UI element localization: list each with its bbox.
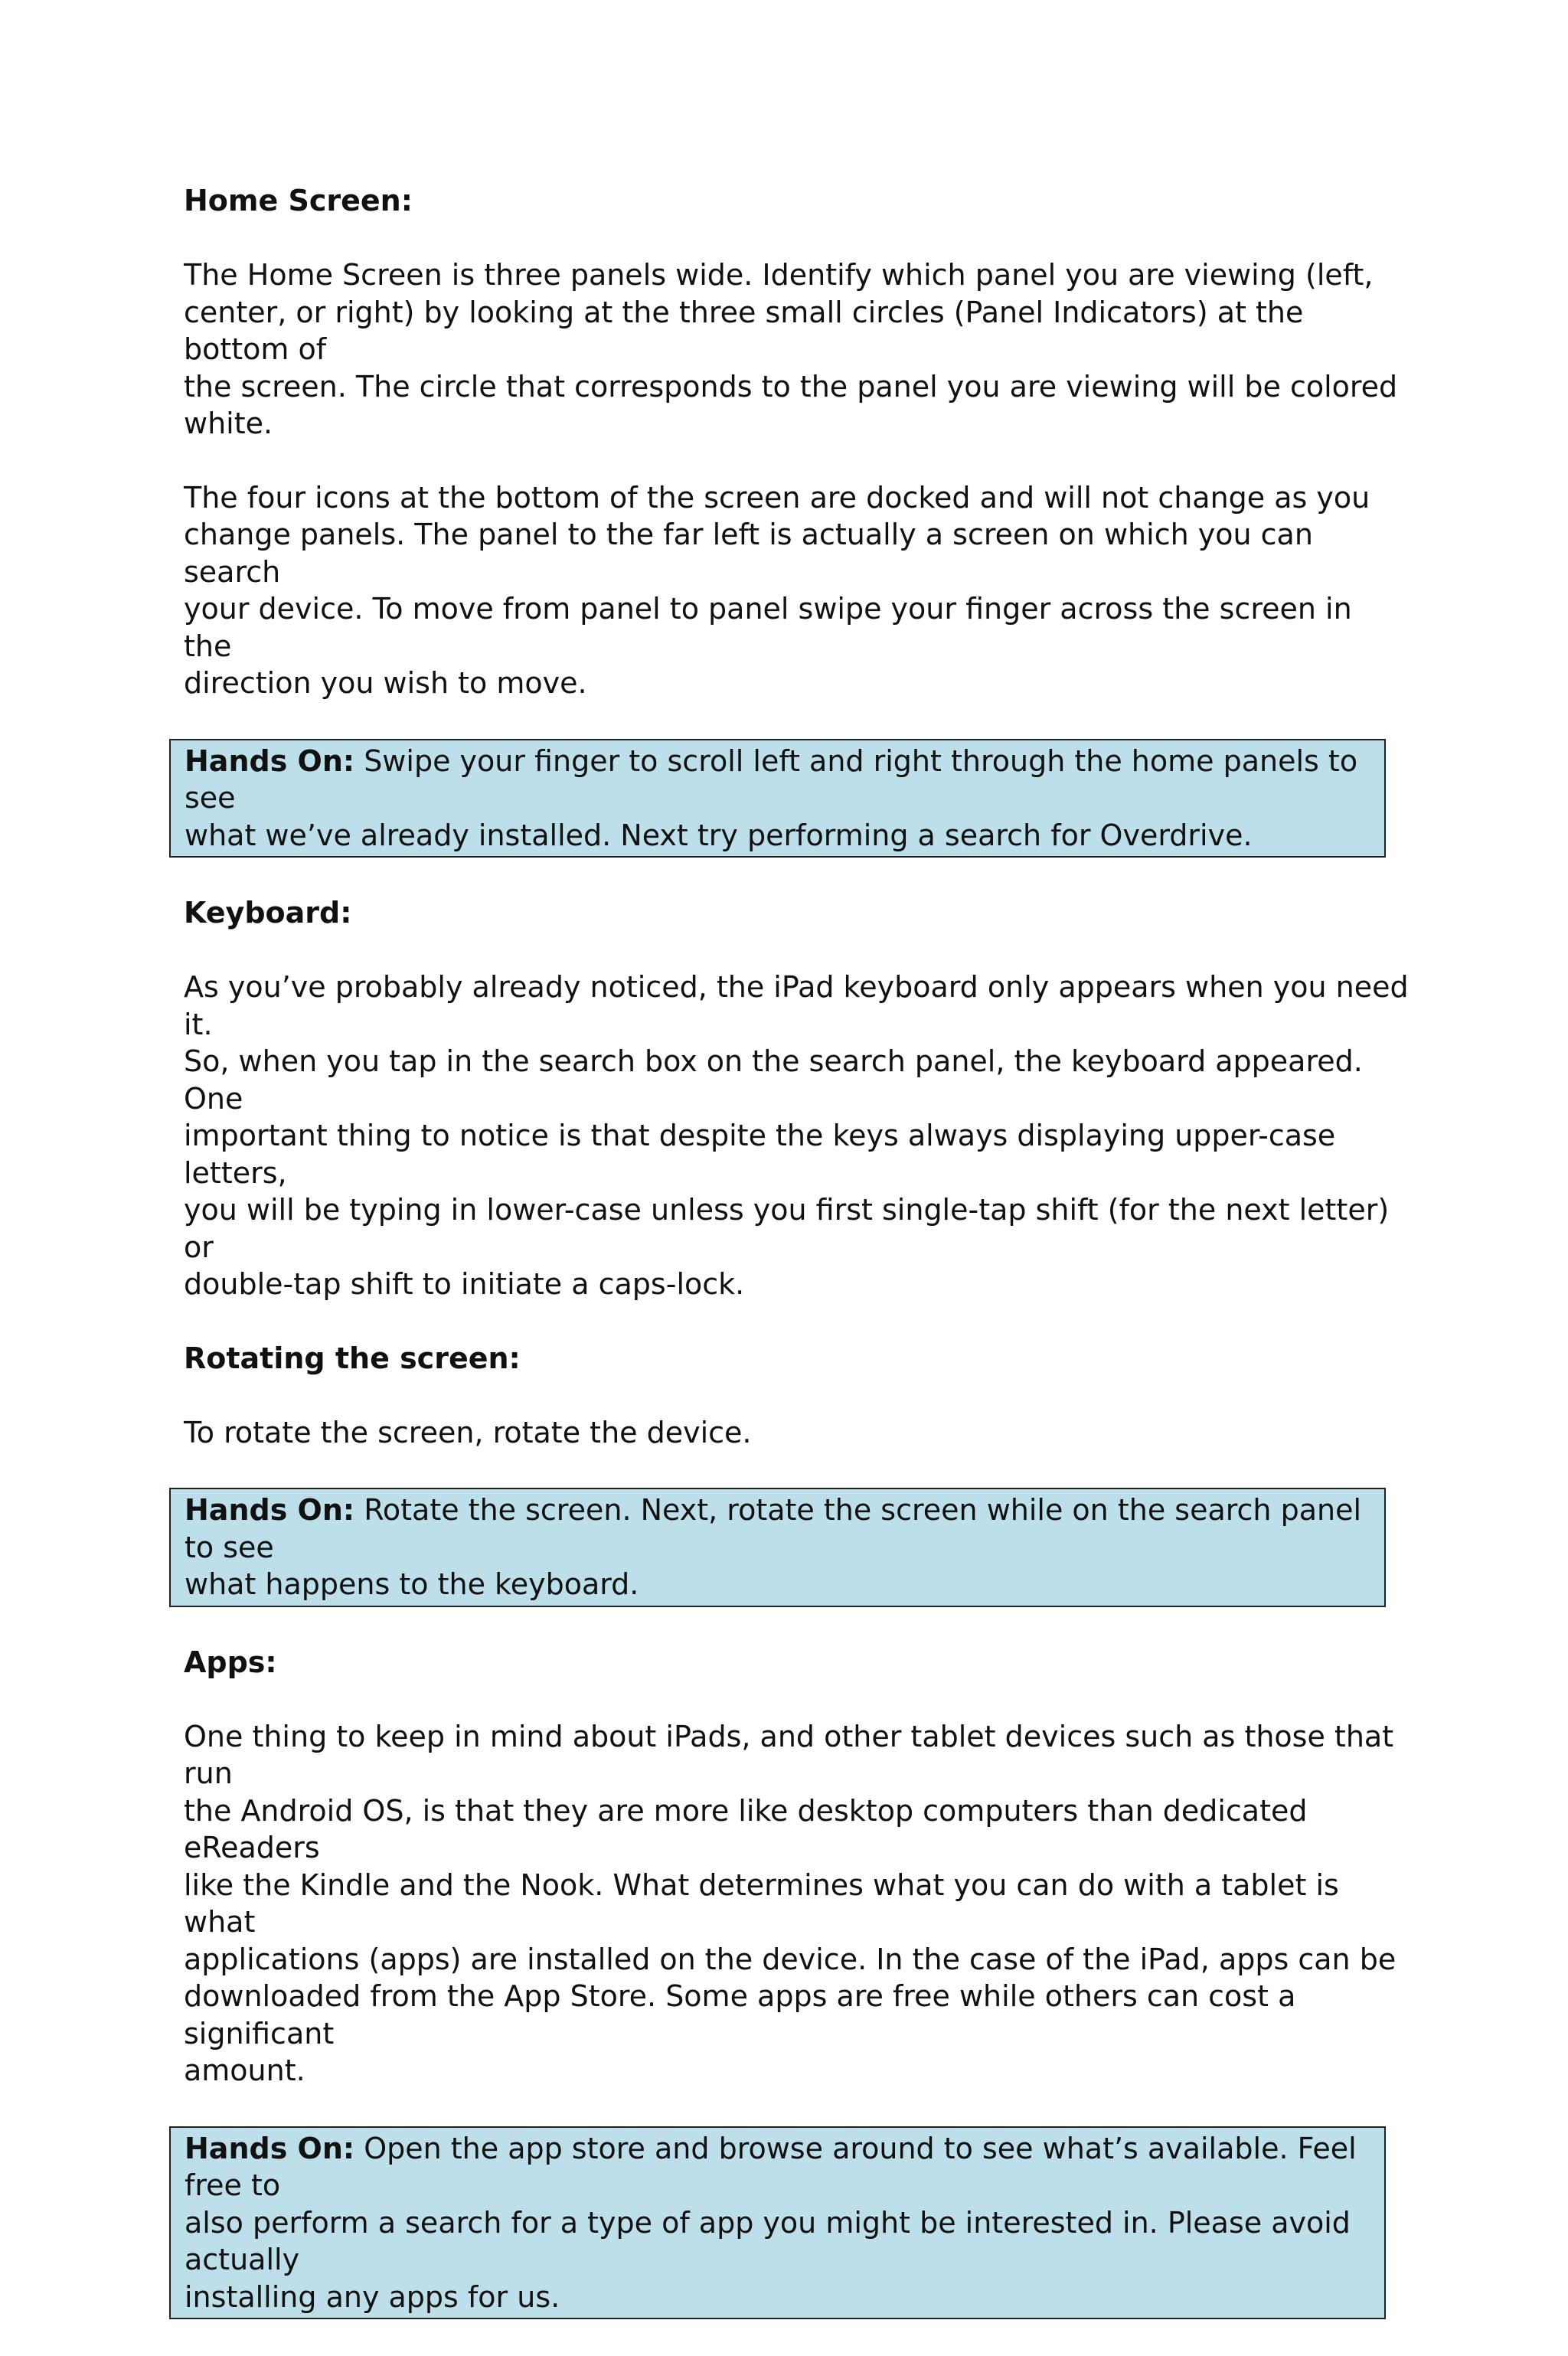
paragraph: The four icons at the bottom of the screen are docked and will not change as you change panels. The panel to the far left is actually a screen on which you can search your device. To move from panel to panel swipe your finger across the screen in the direction you wish to move. — [184, 480, 1370, 700]
section-apps — [184, 1644, 1409, 2320]
section-heading: Rotating the screen: — [184, 1341, 521, 1375]
paragraph: The Home Screen is three panels wide. Identify which panel you are viewing (left, center, or right) by looking at the three small circles (Panel Indicators) at the bottom of the screen. The circle that corresponds to the panel you are viewing will be colored white. — [184, 258, 1398, 440]
hands-on-callout — [169, 1488, 1386, 1607]
section-rotating-screen — [184, 1340, 1409, 1607]
section-heading: Apps: — [184, 1645, 277, 1679]
document-content — [184, 182, 1409, 2356]
section-home-screen — [184, 182, 1409, 858]
hands-on-label: Hands On: — [185, 2131, 355, 2165]
section-keyboard — [184, 894, 1409, 1303]
hands-on-label: Hands On: — [185, 743, 355, 778]
paragraph: As you’ve probably already noticed, the iPad keyboard only appears when you need it. So, when you tap in the search box on the search panel, the keyboard appeared. One important thing to notice is that despite the keys always displaying upper-case letters, you will be typing in lower-case unless you first single-tap shift (for the next letter) or double-tap shift to initiate a caps-lock. — [184, 970, 1409, 1301]
paragraph: To rotate the screen, rotate the device. — [184, 1415, 752, 1449]
hands-on-text: Open the app store and browse around to see what’s available. Feel free to also perform a search for a type of app you might be interested in. Please avoid actually installing any apps for us. — [185, 2131, 1357, 2314]
hands-on-callout — [169, 2126, 1386, 2320]
section-heading: Keyboard: — [184, 896, 352, 930]
paragraph: One thing to keep in mind about iPads, and other tablet devices such as those that run the Android OS, is that they are more like desktop computers than dedicated eReaders like the Kindle and the Nook. What determines what you can do with a tablet is what applications (apps) are installed on the device. In the case of the iPad, apps can be downloaded from the App Store. Some apps are free while others can cost a significant amount. — [184, 1719, 1396, 2087]
hands-on-callout — [169, 739, 1386, 858]
hands-on-label: Hands On: — [185, 1493, 355, 1527]
hands-on-text: Swipe your finger to scroll left and right through the home panels to see what we’ve already installed. Next try performing a search for Overdrive. — [185, 743, 1358, 852]
section-heading: Home Screen: — [184, 184, 413, 217]
hands-on-text: Rotate the screen. Next, rotate the screen while on the search panel to see what happens to the keyboard. — [185, 1493, 1362, 1601]
